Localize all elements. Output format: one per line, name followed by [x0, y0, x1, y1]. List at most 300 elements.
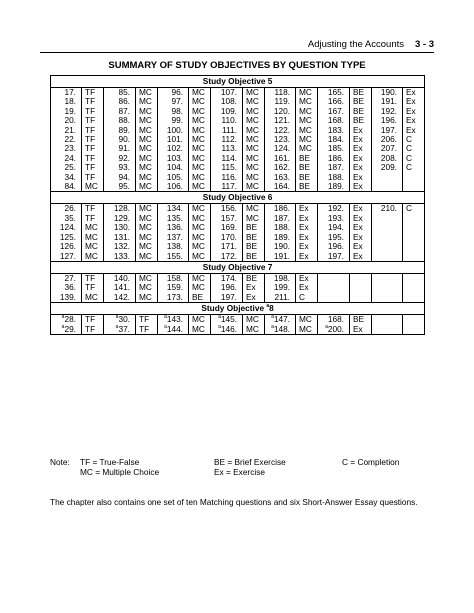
question-number-text: 142. [113, 291, 130, 302]
section-heading-text: Study Objective [201, 303, 267, 314]
question-number-text: 124. [59, 222, 76, 233]
question-number-text: 114. [221, 152, 237, 163]
table-row [51, 135, 425, 144]
question-number-text: 141. [113, 282, 130, 293]
question-type: BE [243, 252, 265, 262]
question-number [372, 252, 403, 262]
question-type: MC [243, 204, 265, 214]
question-type: MC [296, 116, 318, 125]
question-number-text: 188. [273, 222, 290, 233]
question-type: MC [136, 214, 158, 223]
question-type: BE [350, 97, 372, 106]
question-type: BE [296, 173, 318, 182]
question-number-text: 94. [118, 171, 130, 182]
question-type: MC [189, 154, 211, 163]
question-number-text: 93. [118, 162, 130, 173]
question-type: MC [296, 88, 318, 98]
question-number-text: 127. [59, 250, 76, 261]
question-number-text: 130. [113, 222, 130, 233]
question-number [265, 293, 296, 303]
question-number-text: 86. [118, 96, 130, 107]
question-type: BE [350, 116, 372, 125]
question-number-text: 192. [380, 105, 397, 116]
question-type [403, 173, 425, 182]
question-type: MC [136, 144, 158, 153]
question-type: MC [243, 88, 265, 98]
table-row [51, 173, 425, 182]
legend-mc: MC = Multiple Choice [80, 467, 160, 477]
question-number-text: 132. [113, 241, 130, 252]
question-type: MC [136, 204, 158, 214]
question-number-text: 194. [327, 222, 344, 233]
question-number-text: 27. [64, 272, 76, 283]
question-type: MC [189, 214, 211, 223]
table-row [51, 97, 425, 106]
question-type: MC [243, 163, 265, 172]
question-type: Ex [350, 252, 372, 262]
question-type: TF [82, 88, 104, 98]
question-type: Ex [296, 223, 318, 232]
question-number-text: 105. [166, 171, 183, 182]
question-number-text: 116. [221, 171, 237, 182]
question-number-text: 25. [64, 162, 76, 173]
question-number-text: 101. [166, 134, 183, 145]
question-number [372, 325, 403, 335]
question-type: Ex [350, 154, 372, 163]
question-number-text: 161. [273, 152, 290, 163]
question-number-text: 193. [327, 212, 344, 223]
question-number-text: 143. [166, 314, 183, 325]
question-number-text: 87. [118, 105, 130, 116]
question-type: Ex [350, 135, 372, 144]
question-number-text: 195. [327, 231, 344, 242]
question-number [265, 252, 296, 262]
question-number-text: 191. [273, 250, 290, 261]
table-row [51, 182, 425, 192]
question-number-text: 110. [221, 115, 237, 126]
question-number [158, 325, 189, 335]
question-type: TF [82, 107, 104, 116]
question-type: TF [82, 325, 104, 335]
question-type: TF [82, 163, 104, 172]
question-type: Ex [350, 163, 372, 172]
question-number-text: 184. [327, 134, 344, 145]
question-type: MC [189, 242, 211, 251]
question-number [372, 182, 403, 192]
question-type: MC [243, 126, 265, 135]
question-number-text: 188. [327, 171, 344, 182]
question-type: Ex [243, 283, 265, 292]
question-number-text: 168. [327, 115, 344, 126]
section-heading-text: Study Objective 6 [202, 192, 273, 203]
question-type: MC [82, 182, 104, 192]
question-type: BE [243, 233, 265, 242]
question-type: MC [296, 126, 318, 135]
question-number-text: 170. [220, 231, 237, 242]
question-number-text: 187. [327, 162, 344, 173]
header-rule [40, 52, 434, 53]
question-number-text: 169. [220, 222, 237, 233]
question-type: Ex [243, 293, 265, 303]
question-type: TF [82, 135, 104, 144]
legend-be: BE = Brief Exercise [214, 457, 286, 467]
table-row [51, 163, 425, 172]
question-number-text: 22. [64, 134, 76, 145]
question-number [104, 325, 136, 335]
question-type [403, 252, 425, 262]
question-number-text: 124. [273, 143, 290, 154]
question-type: TF [82, 204, 104, 214]
section-heading-row [51, 192, 425, 204]
question-number-text: 157. [220, 212, 237, 223]
question-number-text: 190. [273, 241, 290, 252]
question-number-text: 174. [220, 272, 237, 283]
legend-c: C = Completion [342, 457, 400, 467]
question-number-text: 21. [64, 124, 76, 135]
question-number-text: 129. [113, 212, 130, 223]
question-number-text: 131. [113, 231, 130, 242]
question-type: MC [243, 107, 265, 116]
question-number [372, 163, 403, 172]
question-number-text: 165. [327, 87, 344, 97]
question-number-text: 211. [274, 291, 290, 302]
question-type: MC [82, 242, 104, 251]
question-type: Ex [296, 242, 318, 251]
question-type: MC [82, 233, 104, 242]
question-number-text: 92. [118, 152, 130, 163]
question-type: Ex [403, 97, 425, 106]
table-row [51, 204, 425, 214]
appendix-marker: a [271, 314, 274, 321]
appendix-marker: a [266, 303, 270, 310]
question-number-text: 173. [166, 291, 183, 302]
question-number-text: 156. [220, 203, 237, 214]
question-number [211, 325, 243, 335]
question-type: TF [136, 315, 158, 325]
question-type: Ex [350, 173, 372, 182]
question-number-text: 133. [113, 250, 130, 261]
section-heading-row [51, 76, 425, 88]
question-number-text: 185. [327, 143, 344, 154]
question-type: MC [243, 144, 265, 153]
question-number-text: 197. [380, 124, 397, 135]
legend-tf: TF = True-False [80, 457, 140, 467]
question-number-text: 28. [64, 314, 76, 325]
question-type: MC [136, 135, 158, 144]
question-number-text: 18. [64, 96, 76, 107]
question-number [211, 182, 243, 192]
page-number: 3 - 3 [414, 39, 434, 50]
question-type [403, 233, 425, 242]
question-type: MC [189, 97, 211, 106]
question-type [403, 293, 425, 303]
question-number-text: 36. [64, 282, 76, 293]
question-type: TF [82, 154, 104, 163]
question-type: MC [136, 154, 158, 163]
question-number [51, 252, 82, 262]
question-number-text: 126. [59, 241, 76, 252]
question-number-text: 26. [64, 203, 76, 214]
question-type: MC [189, 283, 211, 292]
table-row [51, 315, 425, 325]
question-number-text: 24. [64, 152, 76, 163]
question-number-text: 172. [220, 250, 237, 261]
question-number-text: 96. [171, 87, 183, 97]
table-row [51, 116, 425, 125]
question-type: BE [296, 163, 318, 172]
question-number-text: 84. [64, 181, 76, 192]
question-type: MC [189, 116, 211, 125]
table-row [51, 107, 425, 116]
question-type [403, 273, 425, 283]
question-number [372, 242, 403, 251]
question-number-text: 198. [273, 272, 290, 283]
question-number-text: 89. [118, 124, 130, 135]
question-type: MC [189, 182, 211, 192]
question-type: Ex [350, 182, 372, 192]
question-type [350, 273, 372, 283]
question-number-text: 29. [64, 323, 76, 334]
question-number-text: 123. [273, 134, 290, 145]
question-type: Ex [350, 233, 372, 242]
appendix-marker: a [164, 323, 167, 330]
question-number-text: 146. [220, 323, 237, 334]
table-row [51, 242, 425, 251]
question-number-text: 196. [327, 241, 344, 252]
question-number-text: 138. [166, 241, 183, 252]
question-type: BE [243, 242, 265, 251]
table-row [51, 252, 425, 262]
question-type: C [403, 144, 425, 153]
question-type: MC [189, 173, 211, 182]
question-type: BE [350, 315, 372, 325]
question-type: Ex [296, 273, 318, 283]
question-type: Ex [350, 242, 372, 251]
question-number [318, 252, 350, 262]
question-type [403, 182, 425, 192]
question-number-text: 121. [273, 115, 290, 126]
question-number-text: 91. [118, 143, 130, 154]
question-number-text: 196. [220, 282, 237, 293]
question-number [51, 182, 82, 192]
question-number [372, 204, 403, 214]
question-number-text: 145. [220, 314, 237, 325]
question-type: TF [82, 116, 104, 125]
question-number-text: 103. [166, 152, 183, 163]
question-number-text: 90. [118, 134, 130, 145]
question-number-text: 35. [64, 212, 76, 223]
question-type: TF [82, 173, 104, 182]
question-type: MC [136, 283, 158, 292]
question-number-text: 190. [380, 87, 397, 97]
question-type: MC [296, 144, 318, 153]
question-number [104, 293, 136, 303]
question-type: MC [243, 116, 265, 125]
question-type: MC [243, 182, 265, 192]
table-row [51, 214, 425, 223]
question-number-text: 106. [166, 181, 183, 192]
question-type [403, 315, 425, 325]
question-type: Ex [403, 116, 425, 125]
question-number [372, 273, 403, 283]
question-number-text: 136. [166, 222, 183, 233]
question-number-text: 197. [327, 250, 344, 261]
question-number-text: 34. [64, 171, 76, 182]
question-number-text: 104. [166, 162, 183, 173]
question-number [211, 252, 243, 262]
question-type: Ex [296, 233, 318, 242]
question-type: MC [243, 154, 265, 163]
question-number-text: 120. [273, 105, 290, 116]
appendix-marker: a [115, 323, 119, 330]
question-number-text: 135. [166, 212, 183, 223]
appendix-marker: a [218, 323, 221, 330]
question-number-text: 23. [64, 143, 76, 154]
question-number-text: 102. [166, 143, 183, 154]
question-type [403, 283, 425, 292]
question-number-text: 147. [273, 314, 290, 325]
question-number-text: 100. [166, 124, 183, 135]
question-number-text: 111. [222, 124, 237, 135]
section-heading-text: Study Objective 7 [202, 261, 273, 272]
question-type: MC [82, 252, 104, 262]
question-number-text: 112. [221, 134, 237, 145]
question-type: MC [296, 325, 318, 335]
question-number-text: 183. [327, 124, 344, 135]
question-number [158, 252, 189, 262]
question-number-text: 97. [171, 96, 183, 107]
section-heading [51, 76, 425, 88]
question-type: MC [136, 126, 158, 135]
table-row [51, 273, 425, 283]
question-type: MC [243, 173, 265, 182]
question-number-text: 162. [273, 162, 290, 173]
table-row [51, 144, 425, 153]
question-type: MC [189, 252, 211, 262]
section-heading-text: Study Objective 5 [202, 76, 273, 86]
section-heading [51, 192, 425, 204]
question-number-text: 189. [327, 181, 344, 192]
appendix-marker: a [164, 314, 167, 321]
question-type: C [403, 154, 425, 163]
question-type: MC [243, 315, 265, 325]
question-type: TF [82, 214, 104, 223]
question-number-text: 95. [118, 181, 130, 192]
table-row [51, 88, 425, 98]
question-number-text: 117. [221, 181, 237, 192]
table-row [51, 223, 425, 232]
question-number-text: 98. [171, 105, 183, 116]
question-type: Ex [350, 214, 372, 223]
question-type: TF [82, 97, 104, 106]
table-row [51, 293, 425, 303]
question-type: BE [296, 154, 318, 163]
question-number [51, 293, 82, 303]
question-type: MC [189, 273, 211, 283]
question-type: MC [82, 293, 104, 303]
question-number-text: 148. [273, 323, 290, 334]
question-number-text: 163. [273, 171, 290, 182]
question-number [318, 325, 350, 335]
question-number-text: 206. [380, 134, 397, 145]
question-type [403, 223, 425, 232]
question-number [104, 182, 136, 192]
question-number-text: 30. [118, 314, 130, 325]
question-number-text: 19. [64, 105, 76, 116]
question-type: MC [189, 325, 211, 335]
question-type: MC [243, 325, 265, 335]
question-type: MC [189, 233, 211, 242]
question-number-text: 200. [327, 323, 344, 334]
question-type: BE [296, 182, 318, 192]
question-type: BE [243, 273, 265, 283]
question-type: MC [136, 242, 158, 251]
question-type: Ex [296, 283, 318, 292]
question-type: MC [189, 204, 211, 214]
question-type: MC [296, 135, 318, 144]
chapter-note: The chapter also contains one set of ten Matching questions and six Short-Answer Essay questions. [50, 497, 418, 507]
question-type: MC [243, 135, 265, 144]
question-type: MC [189, 107, 211, 116]
question-type: Ex [296, 214, 318, 223]
question-number [265, 325, 296, 335]
section-heading-number: 8 [269, 303, 274, 314]
question-type: Ex [403, 107, 425, 116]
table-row [51, 325, 425, 335]
question-number-text: 139. [59, 291, 76, 302]
question-type: MC [136, 182, 158, 192]
question-type: MC [189, 126, 211, 135]
question-type: TF [82, 126, 104, 135]
question-number [318, 182, 350, 192]
question-number-text: 166. [327, 96, 344, 107]
question-type [403, 325, 425, 335]
question-type: MC [136, 88, 158, 98]
question-number-text: 125. [59, 231, 76, 242]
appendix-marker: a [271, 323, 274, 330]
question-type: Ex [296, 252, 318, 262]
question-type [403, 214, 425, 223]
question-number-text: 164. [273, 181, 290, 192]
question-type: C [403, 204, 425, 214]
question-type: MC [136, 97, 158, 106]
question-type: MC [136, 293, 158, 303]
question-number-text: 186. [273, 203, 290, 214]
question-number-text: 107. [220, 87, 237, 97]
table-row [51, 283, 425, 292]
question-type: Ex [350, 144, 372, 153]
study-objectives-table [50, 75, 425, 335]
question-number [158, 293, 189, 303]
question-number-text: 159. [166, 282, 183, 293]
question-number-text: 119. [274, 96, 290, 107]
question-type: MC [136, 116, 158, 125]
question-number-text: 99. [171, 115, 183, 126]
question-type: MC [296, 97, 318, 106]
question-type: TF [82, 144, 104, 153]
question-type: MC [296, 315, 318, 325]
note-label: Note: [50, 457, 70, 467]
question-number [265, 182, 296, 192]
question-type: MC [136, 273, 158, 283]
question-number [372, 173, 403, 182]
question-number-text: 191. [380, 96, 397, 107]
question-number-text: 167. [327, 105, 344, 116]
question-type [350, 293, 372, 303]
question-number-text: 134. [166, 203, 183, 214]
question-type: Ex [350, 126, 372, 135]
question-type: TF [82, 283, 104, 292]
